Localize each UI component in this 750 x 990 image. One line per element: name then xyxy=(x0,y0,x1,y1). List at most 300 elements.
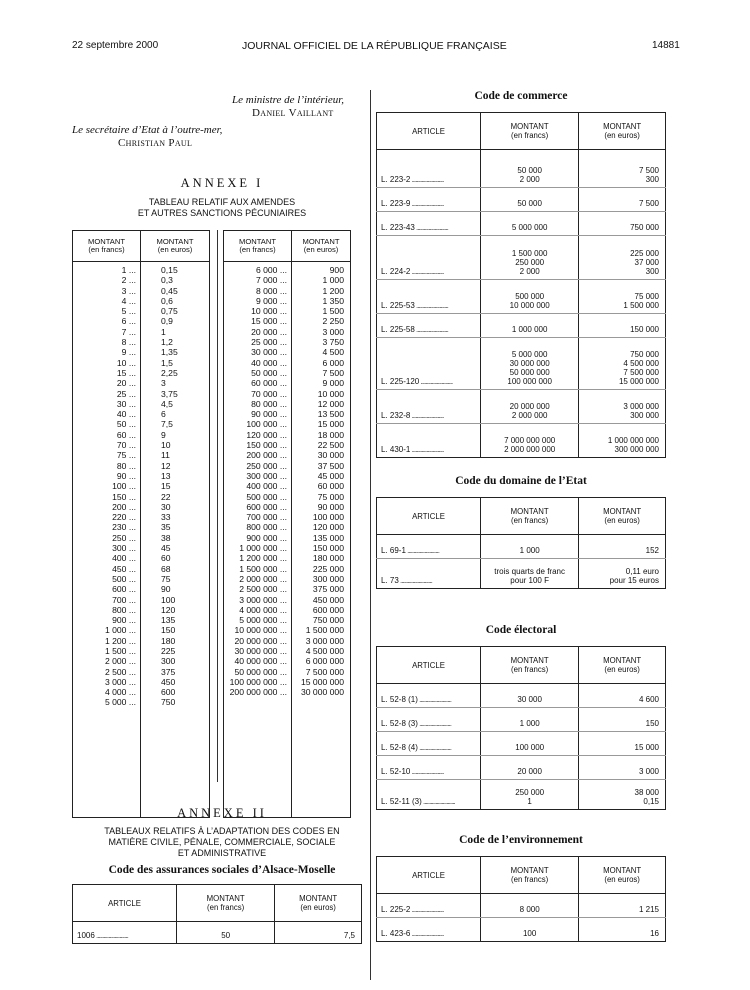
table-row xyxy=(377,188,666,212)
value-cell: 0,75 xyxy=(161,306,178,317)
column-separator xyxy=(370,90,371,980)
value-cell: 7,5 xyxy=(161,419,173,430)
table-row xyxy=(377,559,666,589)
value-cell: 10 xyxy=(161,440,171,451)
value-cell: 75 ... xyxy=(116,450,136,461)
value-cell: 7 ... xyxy=(121,326,136,337)
value-cell: 400 ... xyxy=(112,553,136,564)
euros-cell: 7 500 xyxy=(579,188,666,212)
francs-cell: 1 000 xyxy=(481,535,579,559)
value-cell: 3 000 ... xyxy=(104,676,136,687)
value-cell: 50 000 ... xyxy=(251,367,287,378)
francs-cell: 5 000 000 xyxy=(481,212,579,236)
value-cell: 250 ... xyxy=(112,532,136,543)
value-cell: 2 000 000 ... xyxy=(239,573,287,584)
value-cell: 120 000 xyxy=(312,522,344,533)
outremer-name: Christian Paul xyxy=(118,137,193,149)
value-cell: 38 xyxy=(161,532,171,543)
euros-cell: 150 000 xyxy=(579,314,666,338)
francs-cell: 1 000 000 xyxy=(481,314,579,338)
value-cell: 1 xyxy=(161,326,166,337)
euros-cell: 7 500 300 xyxy=(579,150,666,188)
euros-cell: 152 xyxy=(579,535,666,559)
value-cell: 75 000 xyxy=(317,491,344,502)
value-cell: 20 ... xyxy=(116,378,136,389)
annexe1-subtitle: TABLEAU RELATIF AUX AMENDES ET AUTRES SANCTIONS PÉCUNIAIRES xyxy=(137,197,307,218)
euros-cell: 150 xyxy=(579,708,666,732)
article-ref: L. 223-43 xyxy=(381,223,415,232)
article-ref: L. 52-11 (3) xyxy=(381,797,422,806)
table-row xyxy=(377,708,666,732)
value-cell: 30 000 xyxy=(317,450,344,461)
value-cell: 4 000 ... xyxy=(104,687,136,698)
value-cell: 0,3 xyxy=(161,275,173,286)
value-cell: 6 000 ... xyxy=(255,265,287,275)
value-cell: 2,25 xyxy=(161,367,178,378)
annexe1-table-left xyxy=(72,230,210,818)
value-cell: 50 ... xyxy=(116,419,136,430)
col-header-article: ARTICLE xyxy=(377,647,481,684)
article-ref: L. 423-6 xyxy=(381,929,411,938)
value-cell: 12 xyxy=(161,460,171,471)
article-ref: L. 232-8 xyxy=(381,411,411,420)
value-cell: 1 500 000 xyxy=(305,625,344,636)
table-row xyxy=(377,894,666,918)
value-cell: 1 000 ... xyxy=(104,625,136,636)
euros-cell: 1 215 xyxy=(579,894,666,918)
value-cell: 450 000 xyxy=(312,594,344,605)
francs-cell: 100 000 xyxy=(481,732,579,756)
value-cell: 60 ... xyxy=(116,429,136,440)
table-row xyxy=(377,236,666,280)
value-cell: 150 000 ... xyxy=(246,440,287,451)
value-cell: 375 xyxy=(161,666,176,677)
value-cell: 15 xyxy=(161,481,171,492)
col-header-euros: MONTANT (en euros) xyxy=(292,231,351,262)
value-cell: 5 ... xyxy=(121,306,136,317)
environnement-title: Code de l’environnement xyxy=(459,834,583,846)
value-cell: 10 000 ... xyxy=(251,306,287,317)
value-cell: 37 500 xyxy=(317,460,344,471)
value-cell: 450 xyxy=(161,676,176,687)
article-cell xyxy=(377,188,481,212)
francs-cell: 500 000 10 000 000 xyxy=(481,280,579,314)
value-cell: 225 xyxy=(161,645,176,656)
value-cell: 1 500 000 ... xyxy=(239,563,287,574)
value-cell: 450 ... xyxy=(112,563,136,574)
value-cell: 9 xyxy=(161,429,166,440)
article-ref: L. 225-2 xyxy=(381,905,411,914)
value-cell: 90 ... xyxy=(116,470,136,481)
col-header-euros: MONTANT (en euros) xyxy=(141,231,210,262)
francs-cell: 1 500 000 250 000 2 000 xyxy=(481,236,579,280)
table-divider xyxy=(217,230,218,782)
value-cell: 135 000 xyxy=(312,532,344,543)
value-cell: 3 750 xyxy=(322,337,344,348)
value-cell: 900 xyxy=(329,265,344,275)
value-cell: 10 ... xyxy=(116,357,136,368)
value-cell: 2 ... xyxy=(121,275,136,286)
value-cell: 225 000 xyxy=(312,563,344,574)
leader-dots: .......................... xyxy=(421,797,455,806)
article-ref: 1006 xyxy=(77,931,95,940)
value-cell: 0,15 xyxy=(161,265,178,275)
value-cell: 35 xyxy=(161,522,171,533)
article-cell xyxy=(377,314,481,338)
alsace-table xyxy=(72,884,362,944)
value-cell: 1 350 xyxy=(322,295,344,306)
euros-cell: 750 000 4 500 000 7 500 000 15 000 000 xyxy=(579,338,666,390)
table-row xyxy=(377,918,666,942)
leader-dots: .......................... xyxy=(417,743,451,752)
value-cell: 6 ... xyxy=(121,316,136,327)
value-cell: 7 500 000 xyxy=(305,666,344,677)
article-cell xyxy=(377,732,481,756)
annexe2-subtitle: TABLEAUX RELATIFS À L’ADAPTATION DES CODES EN MATIÈRE CIVILE, PÉNALE, COMMERCIALE, SOCIALE ET ADMINISTRATIVE xyxy=(104,826,340,858)
value-cell: 22 500 xyxy=(317,440,344,451)
value-cell: 100 000 xyxy=(312,512,344,523)
col-header-francs: MONTANT (en francs) xyxy=(224,231,292,262)
value-cell: 180 xyxy=(161,635,176,646)
value-cell: 25 ... xyxy=(116,388,136,399)
value-cell: 15 000 000 xyxy=(300,676,344,687)
leader-dots: .......................... xyxy=(410,767,444,776)
francs-cell: trois quarts de franc pour 100 F xyxy=(481,559,579,589)
table-row xyxy=(377,684,666,708)
value-cell: 800 ... xyxy=(112,604,136,615)
value-cell: 180 000 xyxy=(312,553,344,564)
value-cell: 13 500 xyxy=(317,409,344,420)
euros-cell: 0,11 euro pour 15 euros xyxy=(579,559,666,589)
value-cell: 30 000 ... xyxy=(251,347,287,358)
value-cell: 80 000 ... xyxy=(251,398,287,409)
leader-dots: .......................... xyxy=(405,546,439,555)
value-cell: 600 000 ... xyxy=(246,501,287,512)
value-cell: 2 000 ... xyxy=(104,656,136,667)
value-cell: 18 000 xyxy=(317,429,344,440)
value-cell: 120 xyxy=(161,604,176,615)
leader-dots: .......................... xyxy=(410,175,444,184)
col-header-article: ARTICLE xyxy=(73,885,177,922)
col-header-euros: MONTANT (en euros) xyxy=(579,857,666,894)
table-row xyxy=(377,535,666,559)
table-row xyxy=(377,756,666,780)
value-cell: 4 500 xyxy=(322,347,344,358)
francs-cell: 30 000 xyxy=(481,684,579,708)
euros-cell: 3 000 000 300 000 xyxy=(579,390,666,424)
francs-cell: 8 000 xyxy=(481,894,579,918)
value-cell: 90 xyxy=(161,584,171,595)
euros-cell: 75 000 1 500 000 xyxy=(579,280,666,314)
domaine-table xyxy=(376,497,666,589)
value-cell: 3,75 xyxy=(161,388,178,399)
value-cell: 3 ... xyxy=(121,285,136,296)
value-cell: 2 250 xyxy=(322,316,344,327)
francs-cell: 50 000 2 000 xyxy=(481,150,579,188)
article-ref: L. 73 xyxy=(381,576,399,585)
value-cell: 20 000 000 ... xyxy=(234,635,287,646)
article-ref: L. 52-10 xyxy=(381,767,411,776)
table-row xyxy=(73,922,362,944)
col-header-francs: MONTANT (en francs) xyxy=(481,113,579,150)
value-cell: 60 xyxy=(161,553,171,564)
value-cell: 25 000 ... xyxy=(251,337,287,348)
value-cell: 200 ... xyxy=(112,501,136,512)
value-cell: 300 000 ... xyxy=(246,470,287,481)
leader-dots: .......................... xyxy=(410,929,444,938)
value-cell: 70 000 ... xyxy=(251,388,287,399)
header-title: JOURNAL OFFICIEL DE LA RÉPUBLIQUE FRANÇAISE xyxy=(242,40,507,52)
col-header-francs: MONTANT (en francs) xyxy=(481,647,579,684)
value-cell: 40 000 000 ... xyxy=(234,656,287,667)
value-cell: 68 xyxy=(161,563,171,574)
euros-cell: 7,5 xyxy=(275,922,362,944)
leader-dots: .......................... xyxy=(94,931,128,940)
article-cell xyxy=(377,280,481,314)
value-cell: 4 ... xyxy=(121,295,136,306)
table-row xyxy=(377,424,666,458)
interieur-title: Le ministre de l’intérieur, xyxy=(232,94,345,106)
value-cell: 4,5 xyxy=(161,398,173,409)
value-cell: 30 xyxy=(161,501,171,512)
article-cell xyxy=(377,684,481,708)
value-cell: 5 000 ... xyxy=(104,697,136,708)
article-ref: L. 52-8 (4) xyxy=(381,743,418,752)
article-cell xyxy=(73,922,177,944)
article-cell xyxy=(377,212,481,236)
article-cell xyxy=(377,894,481,918)
value-cell: 90 000 xyxy=(317,501,344,512)
value-cell: 1 500 xyxy=(322,306,344,317)
table-row xyxy=(377,280,666,314)
left-euros-column xyxy=(141,265,209,708)
francs-cell: 1 000 xyxy=(481,708,579,732)
value-cell: 1 000 000 ... xyxy=(239,543,287,554)
value-cell: 22 xyxy=(161,491,171,502)
col-header-article: ARTICLE xyxy=(377,498,481,535)
value-cell: 0,6 xyxy=(161,295,173,306)
outremer-title: Le secrétaire d’Etat à l’outre-mer, xyxy=(72,124,223,136)
value-cell: 900 000 ... xyxy=(246,532,287,543)
alsace-title: Code des assurances sociales d’Alsace-Moselle xyxy=(108,864,336,876)
article-ref: L. 225-120 xyxy=(381,377,420,386)
domaine-title: Code du domaine de l’Etat xyxy=(455,475,587,487)
value-cell: 60 000 ... xyxy=(251,378,287,389)
value-cell: 400 000 ... xyxy=(246,481,287,492)
annexe2-heading: ANNEXE II xyxy=(177,806,267,820)
value-cell: 8 000 ... xyxy=(255,285,287,296)
value-cell: 75 xyxy=(161,573,171,584)
col-header-francs: MONTANT (en francs) xyxy=(177,885,275,922)
value-cell: 120 000 ... xyxy=(246,429,287,440)
value-cell: 40 000 ... xyxy=(251,357,287,368)
article-cell xyxy=(377,424,481,458)
col-header-article: ARTICLE xyxy=(377,857,481,894)
value-cell: 150 ... xyxy=(112,491,136,502)
col-header-francs: MONTANT (en francs) xyxy=(481,857,579,894)
value-cell: 2 500 000 ... xyxy=(239,584,287,595)
value-cell: 0,9 xyxy=(161,316,173,327)
electoral-title: Code électoral xyxy=(485,624,557,636)
col-header-euros: MONTANT (en euros) xyxy=(579,647,666,684)
value-cell: 80 ... xyxy=(116,460,136,471)
leader-dots: .......................... xyxy=(417,695,451,704)
value-cell: 1 000 xyxy=(322,275,344,286)
value-cell: 135 xyxy=(161,615,176,626)
value-cell: 20 000 ... xyxy=(251,326,287,337)
euros-cell: 225 000 37 000 300 xyxy=(579,236,666,280)
value-cell: 500 000 ... xyxy=(246,491,287,502)
francs-cell: 20 000 xyxy=(481,756,579,780)
value-cell: 7 000 ... xyxy=(255,275,287,286)
value-cell: 9 000 ... xyxy=(255,295,287,306)
value-cell: 1 200 000 ... xyxy=(239,553,287,564)
annexe1-heading: ANNEXE I xyxy=(180,176,264,190)
article-ref: L. 225-58 xyxy=(381,325,415,334)
value-cell: 30 000 000 xyxy=(300,687,344,698)
value-cell: 4 000 000 ... xyxy=(239,604,287,615)
table-row xyxy=(377,780,666,810)
value-cell: 600 ... xyxy=(112,584,136,595)
value-cell: 200 000 ... xyxy=(246,450,287,461)
value-cell: 30 ... xyxy=(116,398,136,409)
header-date: 22 septembre 2000 xyxy=(72,40,159,51)
value-cell: 220 ... xyxy=(112,512,136,523)
euros-cell: 4 600 xyxy=(579,684,666,708)
article-cell xyxy=(377,780,481,810)
value-cell: 12 000 xyxy=(317,398,344,409)
value-cell: 3 xyxy=(161,378,166,389)
francs-cell: 5 000 000 30 000 000 50 000 000 100 000 000 xyxy=(481,338,579,390)
article-ref: L. 223-9 xyxy=(381,199,411,208)
value-cell: 8 ... xyxy=(121,337,136,348)
value-cell: 45 xyxy=(161,543,171,554)
value-cell: 40 ... xyxy=(116,409,136,420)
value-cell: 750 000 xyxy=(312,615,344,626)
value-cell: 30 000 000 ... xyxy=(234,645,287,656)
value-cell: 3 000 xyxy=(322,326,344,337)
value-cell: 15 000 xyxy=(317,419,344,430)
table-row xyxy=(377,390,666,424)
value-cell: 6 000 xyxy=(322,357,344,368)
table-row xyxy=(377,338,666,390)
value-cell: 1 200 xyxy=(322,285,344,296)
value-cell: 300 000 xyxy=(312,573,344,584)
francs-cell: 7 000 000 000 2 000 000 000 xyxy=(481,424,579,458)
value-cell: 600 xyxy=(161,687,176,698)
euros-cell: 16 xyxy=(579,918,666,942)
environnement-table xyxy=(376,856,666,942)
table-row xyxy=(377,150,666,188)
value-cell: 900 ... xyxy=(112,615,136,626)
table-row xyxy=(377,212,666,236)
value-cell: 9 000 xyxy=(322,378,344,389)
interieur-name: Daniel Vaillant xyxy=(252,107,334,119)
article-ref: L. 223-2 xyxy=(381,175,411,184)
value-cell: 0,45 xyxy=(161,285,178,296)
article-cell xyxy=(377,338,481,390)
value-cell: 45 000 xyxy=(317,470,344,481)
value-cell: 1,5 xyxy=(161,357,173,368)
col-header-francs: MONTANT (en francs) xyxy=(73,231,141,262)
euros-cell: 38 000 0,15 xyxy=(579,780,666,810)
value-cell: 5 000 000 ... xyxy=(239,615,287,626)
value-cell: 700 000 ... xyxy=(246,512,287,523)
value-cell: 33 xyxy=(161,512,171,523)
leader-dots: .......................... xyxy=(410,199,444,208)
euros-cell: 750 000 xyxy=(579,212,666,236)
left-francs-column xyxy=(73,265,140,708)
value-cell: 15 000 ... xyxy=(251,316,287,327)
value-cell: 500 ... xyxy=(112,573,136,584)
col-header-euros: MONTANT (en euros) xyxy=(579,113,666,150)
commerce-title: Code de commerce xyxy=(474,90,568,102)
leader-dots: .......................... xyxy=(414,223,448,232)
article-cell xyxy=(377,535,481,559)
value-cell: 100 ... xyxy=(112,481,136,492)
value-cell: 230 ... xyxy=(112,522,136,533)
value-cell: 100 000 000 ... xyxy=(229,676,287,687)
value-cell: 1,35 xyxy=(161,347,178,358)
francs-cell: 100 xyxy=(481,918,579,942)
value-cell: 300 ... xyxy=(112,543,136,554)
leader-dots: .......................... xyxy=(410,905,444,914)
euros-cell: 1 000 000 000 300 000 000 xyxy=(579,424,666,458)
value-cell: 6 000 000 xyxy=(305,656,344,667)
value-cell: 10 000 xyxy=(317,388,344,399)
article-ref: L. 430-1 xyxy=(381,445,411,454)
value-cell: 60 000 xyxy=(317,481,344,492)
francs-cell: 250 000 1 xyxy=(481,780,579,810)
article-cell xyxy=(377,756,481,780)
leader-dots: .......................... xyxy=(419,377,453,386)
value-cell: 9 ... xyxy=(121,347,136,358)
value-cell: 7 500 xyxy=(322,367,344,378)
col-header-euros: MONTANT (en euros) xyxy=(275,885,362,922)
col-header-article: ARTICLE xyxy=(377,113,481,150)
article-cell xyxy=(377,390,481,424)
value-cell: 200 000 000 ... xyxy=(229,687,287,698)
article-cell xyxy=(377,236,481,280)
header-page: 14881 xyxy=(652,40,680,51)
value-cell: 600 000 xyxy=(312,604,344,615)
value-cell: 10 000 000 ... xyxy=(234,625,287,636)
value-cell: 6 xyxy=(161,409,166,420)
value-cell: 15 ... xyxy=(116,367,136,378)
value-cell: 100 000 ... xyxy=(246,419,287,430)
value-cell: 150 000 xyxy=(312,543,344,554)
right-euros-column xyxy=(292,265,350,697)
leader-dots: .......................... xyxy=(410,267,444,276)
value-cell: 2 500 ... xyxy=(104,666,136,677)
table-row xyxy=(377,732,666,756)
article-ref: L. 52-8 (1) xyxy=(381,695,418,704)
euros-cell: 3 000 xyxy=(579,756,666,780)
value-cell: 1 500 ... xyxy=(104,645,136,656)
leader-dots: .......................... xyxy=(417,719,451,728)
value-cell: 3 000 000 ... xyxy=(239,594,287,605)
value-cell: 300 xyxy=(161,656,176,667)
article-cell xyxy=(377,150,481,188)
value-cell: 700 ... xyxy=(112,594,136,605)
article-ref: L. 52-8 (3) xyxy=(381,719,418,728)
value-cell: 1 200 ... xyxy=(104,635,136,646)
table-row xyxy=(377,314,666,338)
value-cell: 70 ... xyxy=(116,440,136,451)
value-cell: 375 000 xyxy=(312,584,344,595)
right-francs-column xyxy=(224,265,291,697)
article-ref: L. 225-53 xyxy=(381,301,415,310)
